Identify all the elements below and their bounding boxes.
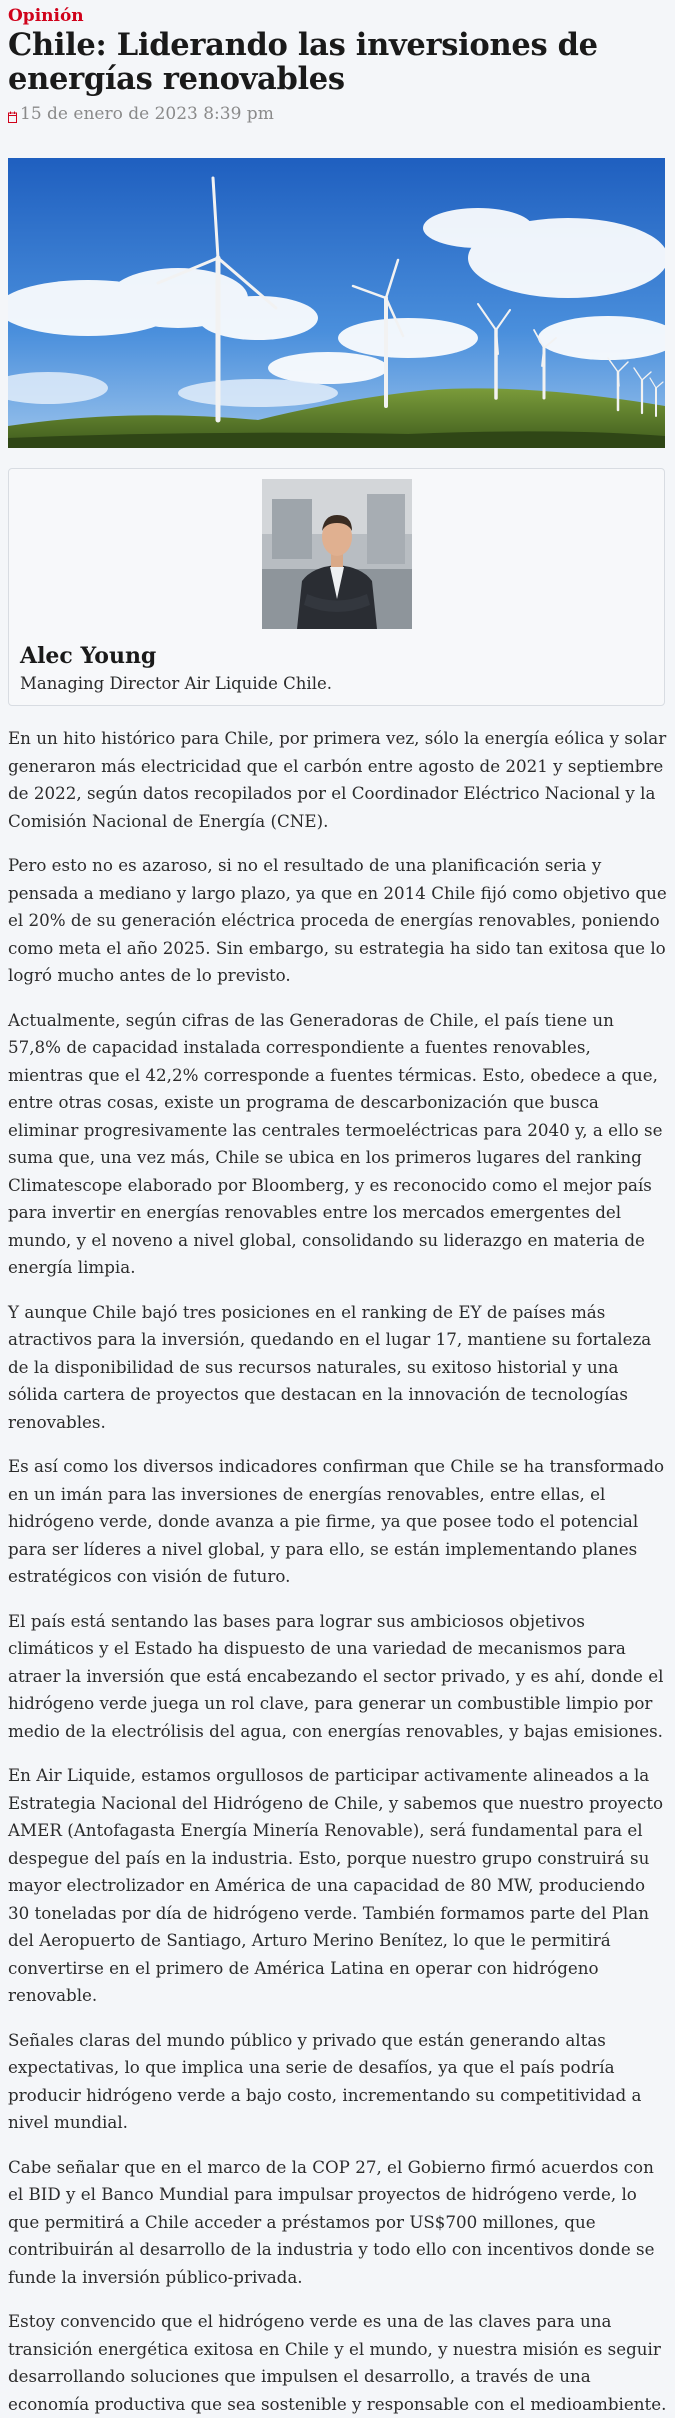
- paragraph: Pero esto no es azaroso, si no el resultado de una planificación seria y pensada a mediano y largo plazo, ya que en 2014 Chile fijó como objetivo que el 20% de su generación eléctrica proceda de energías renovables, poniendo como meta el año 2025. Sin embargo, su estrategia ha sido tan exitosa que lo logró mucho antes de lo previsto.: [8, 855, 667, 985]
- category-label[interactable]: Opinión: [8, 6, 84, 26]
- article-title: Chile: Liderando las inversiones de energías renovables: [8, 27, 598, 97]
- article-date-row: [8, 104, 667, 124]
- paragraph: En Air Liquide, estamos orgullosos de participar activamente alineados a la Estrategia Nacional del Hidrógeno de Chile, y sabemos que nuestro proyecto AMER (Antofagasta Energía Minería Renovable), será fundamental para el despegue del país en la industria. Esto, porque nuestro grupo construirá su mayor electrolizador en América de una capacidad de 80 MW, produciendo 30 toneladas por día de hidrógeno verde. También formamos parte del Plan del Aeropuerto de Santiago, Arturo Merino Benítez, lo que le permitirá convertirse en el primero de América Latina en operar con hidrógeno renovable.: [8, 1765, 664, 2005]
- article-body: [8, 725, 667, 2418]
- author-card: [8, 468, 665, 706]
- paragraph: Cabe señalar que en el marco de la COP 27, el Gobierno firmó acuerdos con el BID y el Banco Mundial para impulsar proyectos de hidrógeno verde, lo que permitirá a Chile acceder a préstamos por US$700 millones, que contribuirán al desarrollo de la industria y todo ello con incentivos donde se funde la inversión público-privada.: [8, 2156, 655, 2287]
- paragraph: Y aunque Chile bajó tres posiciones en el ranking de EY de países más atractivos para la inversión, quedando en el lugar 17, mantiene su fortaleza de la disponibilidad de sus recursos naturales, su exitoso historial y una sólida cartera de proyectos que destacan en la innovación de tecnologías renovables.: [8, 1301, 652, 1432]
- article-date: 15 de enero de 2023 8:39 pm: [20, 104, 274, 124]
- paragraph: El país está sentando las bases para lograr sus ambiciosos objetivos climáticos y el Estado ha dispuesto de una variedad de mecanismos para atraer la inversión que está encabezando el sector privado, y es ahí, donde el hidrógeno verde juega un rol clave, para generar un combustible limpio por medio de la electrólisis del agua, con energías renovables, y bajas emisiones.: [8, 1610, 664, 1741]
- paragraph: Actualmente, según cifras de las Generadoras de Chile, el país tiene un 57,8% de capacidad instalada correspondiente a fuentes renovables, mientras que el 42,2% corresponde a fuentes térmicas. Esto, obedece a que, entre otras cosas, existe un programa de descarbonización que busca eliminar progresivamente las centrales termoeléctricas para 2040 y, a ello se suma que, una vez más, Chile se ubica en los primeros lugares del ranking Climatescope elaborado por Bloomberg, y es reconocido como el mejor país para invertir en energías renovables entre los mercados emergentes del mundo, y el noveno a nivel global, consolidando su liderazgo en materia de energía limpia.: [8, 1009, 663, 1277]
- calendar-icon: [8, 108, 17, 120]
- author-role: Managing Director Air Liquide Chile.: [20, 674, 332, 693]
- paragraph: Estoy convencido que el hidrógeno verde es una de las claves para una transición energética exitosa en Chile y el mundo, y nuestra misión es seguir desarrollando soluciones que impulsen el desarrollo, a través de una economía productiva que sea sostenible y responsable con el medioambiente.: [8, 2311, 667, 2414]
- paragraph: En un hito histórico para Chile, por primera vez, sólo la energía eólica y solar generaron más electricidad que el carbón entre agosto de 2021 y septiembre de 2022, según datos recopilados por el Coordinador Eléctrico Nacional y la Comisión Nacional de Energía (CNE).: [8, 728, 667, 831]
- hero-image: [8, 158, 665, 448]
- wind-turbines-image: [8, 158, 665, 448]
- author-name[interactable]: Alec Young: [20, 643, 157, 669]
- author-photo: [262, 479, 412, 629]
- paragraph: Es así como los diversos indicadores confirman que Chile se ha transformado en un imán para las inversiones de energías renovables, entre ellas, el hidrógeno verde, donde avanza a pie firme, ya que posee todo el potencial para ser líderes a nivel global, y para ello, se están implementando planes estratégicos con visión de futuro.: [8, 1456, 665, 1586]
- paragraph: Señales claras del mundo público y privado que están generando altas expectativas, lo que implica una serie de desafíos, ya que el país podría producir hidrógeno verde a bajo costo, incrementando su competitividad a nivel mundial.: [8, 2029, 642, 2132]
